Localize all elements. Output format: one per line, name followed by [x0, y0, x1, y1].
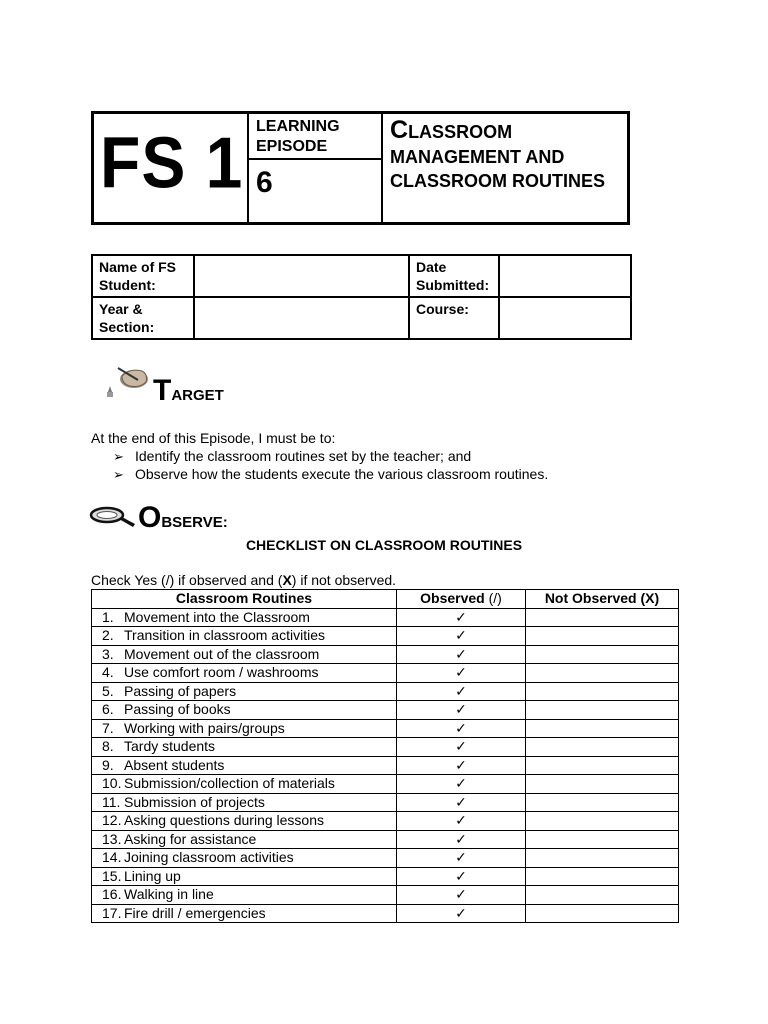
- table-row: [92, 701, 679, 720]
- observed-cell[interactable]: [397, 886, 526, 905]
- checklist-body: [92, 608, 679, 923]
- checkmark-icon: ✓: [455, 608, 467, 625]
- checkmark-icon: ✓: [455, 738, 467, 755]
- name-field[interactable]: [194, 255, 409, 297]
- observed-cell[interactable]: [397, 904, 526, 923]
- writing-hand-icon: [104, 362, 152, 400]
- check-instruction-part-1: Check Yes (/) if observed and (: [91, 572, 283, 588]
- target-heading-first-letter: T: [153, 374, 172, 407]
- checkmark-icon: ✓: [455, 682, 467, 699]
- routine-label: Asking for assistance: [124, 830, 257, 847]
- routine-label: Lining up: [124, 867, 181, 884]
- table-row: [92, 719, 679, 738]
- student-info-table: [91, 254, 632, 340]
- routine-cell: [92, 886, 397, 905]
- year-section-label: Year & Section:: [92, 297, 194, 339]
- table-row: [92, 904, 679, 923]
- table-row: [92, 738, 679, 757]
- routine-cell: [92, 738, 397, 757]
- checkmark-icon: ✓: [455, 849, 467, 866]
- routine-label: Passing of papers: [124, 682, 237, 699]
- routine-number: 1.: [102, 608, 114, 625]
- check-instruction-x: X: [282, 572, 292, 588]
- checkmark-icon: ✓: [455, 701, 467, 718]
- not-observed-cell[interactable]: [526, 664, 679, 683]
- routine-number: 14.: [102, 849, 122, 866]
- target-intro: At the end of this Episode, I must be to:: [91, 430, 336, 446]
- observed-cell[interactable]: [397, 775, 526, 794]
- target-heading: [153, 373, 224, 414]
- target-bullet: [113, 465, 548, 484]
- routine-cell: [92, 812, 397, 831]
- observed-cell[interactable]: [397, 682, 526, 701]
- course-field[interactable]: [499, 297, 631, 339]
- not-observed-cell[interactable]: [526, 849, 679, 868]
- routine-label: Tardy students: [124, 738, 216, 755]
- checkmark-icon: ✓: [455, 793, 467, 810]
- observed-cell[interactable]: [397, 793, 526, 812]
- routines-column-header: Classroom Routines: [92, 590, 397, 609]
- checkmark-icon: ✓: [455, 664, 467, 681]
- routine-label: Asking questions during lessons: [124, 812, 325, 829]
- episode-divider: [249, 158, 381, 160]
- magnifier-icon: [89, 505, 139, 529]
- routine-cell: [92, 904, 397, 923]
- routine-label: Use comfort room / washrooms: [124, 664, 319, 681]
- episode-title-rest: MANAGEMENT AND CLASSROOM ROUTINES: [390, 146, 606, 191]
- observed-cell[interactable]: [397, 664, 526, 683]
- table-row: [92, 682, 679, 701]
- routine-label: Absent students: [124, 756, 225, 773]
- observe-heading-rest: BSERVE:: [161, 514, 228, 531]
- table-row: [92, 867, 679, 886]
- table-row: [92, 886, 679, 905]
- observe-heading: [138, 500, 228, 541]
- observed-cell[interactable]: [397, 830, 526, 849]
- table-row: [92, 812, 679, 831]
- episode-title-first-rest: LASSROOM: [408, 122, 513, 142]
- info-row: [92, 297, 631, 339]
- routine-cell: [92, 645, 397, 664]
- routine-cell: [92, 849, 397, 868]
- episode-title-cell: [383, 114, 627, 222]
- routine-number: 11.: [102, 793, 121, 810]
- observed-cell[interactable]: [397, 812, 526, 831]
- observed-column-header: [397, 590, 526, 609]
- episode-number: 6: [256, 166, 273, 199]
- routine-label: Working with pairs/groups: [124, 719, 285, 736]
- checklist-header-row: [92, 590, 679, 609]
- routine-label: Passing of books: [124, 701, 231, 718]
- not-observed-cell[interactable]: [526, 627, 679, 646]
- table-row: [92, 830, 679, 849]
- not-observed-header-mark: X: [645, 590, 655, 607]
- observed-cell[interactable]: [397, 645, 526, 664]
- routine-number: 8.: [102, 738, 114, 755]
- not-observed-header-label: Not Observed (: [544, 590, 646, 607]
- routine-cell: [92, 775, 397, 794]
- checkmark-icon: ✓: [455, 886, 467, 903]
- target-bullet-text: Identify the classroom routines set by the teacher; and: [135, 448, 472, 464]
- table-row: [92, 756, 679, 775]
- observed-cell[interactable]: [397, 701, 526, 720]
- name-label: Name of FS Student:: [92, 255, 194, 297]
- not-observed-cell[interactable]: [526, 738, 679, 757]
- not-observed-cell[interactable]: [526, 793, 679, 812]
- check-instruction-part-2: ) if not observed.: [291, 572, 397, 588]
- routine-number: 10.: [102, 775, 122, 792]
- table-row: [92, 664, 679, 683]
- observed-cell[interactable]: [397, 738, 526, 757]
- observe-heading-first-letter: O: [138, 501, 162, 534]
- routine-cell: [92, 682, 397, 701]
- not-observed-cell[interactable]: [526, 645, 679, 664]
- checkmark-icon: ✓: [455, 719, 467, 736]
- learning-episode-cell: [249, 114, 383, 222]
- observed-cell[interactable]: [397, 756, 526, 775]
- not-observed-cell[interactable]: [526, 701, 679, 720]
- routine-number: 2.: [102, 627, 114, 644]
- routine-cell: [92, 608, 397, 627]
- not-observed-header-close: ): [654, 590, 660, 607]
- routine-label: Movement into the Classroom: [124, 608, 310, 625]
- arrow-bullet-icon: ➢: [113, 449, 124, 464]
- checkmark-icon: ✓: [455, 775, 467, 792]
- checkmark-icon: ✓: [455, 756, 467, 773]
- observed-cell[interactable]: [397, 849, 526, 868]
- observed-cell[interactable]: [397, 867, 526, 886]
- episode-header: [91, 111, 630, 225]
- learning-episode-label: LEARNING EPISODE: [256, 118, 340, 155]
- not-observed-column-header: [526, 590, 679, 609]
- not-observed-cell[interactable]: [526, 719, 679, 738]
- routine-number: 16.: [102, 886, 122, 903]
- routine-cell: [92, 719, 397, 738]
- routine-cell: [92, 701, 397, 720]
- target-heading-rest: ARGET: [171, 387, 224, 404]
- target-bullet: [113, 447, 471, 466]
- observed-cell[interactable]: [397, 608, 526, 627]
- table-row: [92, 849, 679, 868]
- routine-cell: [92, 627, 397, 646]
- checkmark-icon: ✓: [455, 867, 467, 884]
- episode-title: [390, 118, 622, 194]
- arrow-bullet-icon: ➢: [113, 467, 124, 482]
- checkmark-icon: ✓: [455, 904, 467, 921]
- routine-label: Transition in classroom activities: [124, 627, 325, 644]
- routine-label: Walking in line: [124, 886, 214, 903]
- routine-number: 6.: [102, 701, 114, 718]
- table-row: [92, 793, 679, 812]
- not-observed-cell[interactable]: [526, 775, 679, 794]
- routine-number: 13.: [102, 830, 122, 847]
- routine-number: 5.: [102, 682, 114, 699]
- fs-cell: [94, 114, 249, 222]
- not-observed-cell[interactable]: [526, 867, 679, 886]
- table-row: [92, 608, 679, 627]
- course-label: Course:: [409, 297, 499, 339]
- check-instruction: [91, 571, 396, 589]
- episode-title-first-letter: C: [390, 116, 409, 144]
- routine-number: 12.: [102, 812, 122, 829]
- year-section-field[interactable]: [194, 297, 409, 339]
- routine-label: Movement out of the classroom: [124, 645, 320, 662]
- routine-label: Submission of projects: [124, 793, 265, 810]
- routine-number: 7.: [102, 719, 114, 736]
- routine-number: 3.: [102, 645, 114, 662]
- routine-cell: [92, 867, 397, 886]
- routine-number: 17.: [102, 904, 122, 921]
- observed-cell[interactable]: [397, 627, 526, 646]
- checklist-title: CHECKLIST ON CLASSROOM ROUTINES: [245, 537, 523, 553]
- not-observed-cell[interactable]: [526, 830, 679, 849]
- table-row: [92, 645, 679, 664]
- not-observed-cell[interactable]: [526, 682, 679, 701]
- target-bullet-text: Observe how the students execute the various classroom routines.: [135, 466, 549, 482]
- routine-cell: [92, 756, 397, 775]
- routines-checklist-table: [91, 589, 679, 923]
- not-observed-cell[interactable]: [526, 756, 679, 775]
- checkmark-icon: ✓: [455, 645, 467, 662]
- routine-cell: [92, 830, 397, 849]
- checkmark-icon: ✓: [455, 830, 467, 847]
- table-row: [92, 775, 679, 794]
- date-field[interactable]: [499, 255, 631, 297]
- fs-title: FS 1: [100, 121, 244, 203]
- checkmark-icon: ✓: [455, 812, 467, 829]
- routine-cell: [92, 793, 397, 812]
- observed-header-label: Observed: [420, 590, 485, 607]
- not-observed-cell[interactable]: [526, 608, 679, 627]
- not-observed-cell[interactable]: [526, 812, 679, 831]
- observed-cell[interactable]: [397, 719, 526, 738]
- table-row: [92, 627, 679, 646]
- routine-number: 15.: [102, 867, 122, 884]
- date-label: Date Submitted:: [409, 255, 499, 297]
- routine-label: Joining classroom activities: [124, 849, 294, 866]
- routine-label: Submission/collection of materials: [124, 775, 335, 792]
- not-observed-cell[interactable]: [526, 904, 679, 923]
- routine-number: 9.: [102, 756, 114, 773]
- routine-number: 4.: [102, 664, 114, 681]
- not-observed-cell[interactable]: [526, 886, 679, 905]
- observed-header-mark: (/): [488, 590, 502, 607]
- info-row: [92, 255, 631, 297]
- routine-cell: [92, 664, 397, 683]
- routine-label: Fire drill / emergencies: [124, 904, 266, 921]
- checkmark-icon: ✓: [455, 627, 467, 644]
